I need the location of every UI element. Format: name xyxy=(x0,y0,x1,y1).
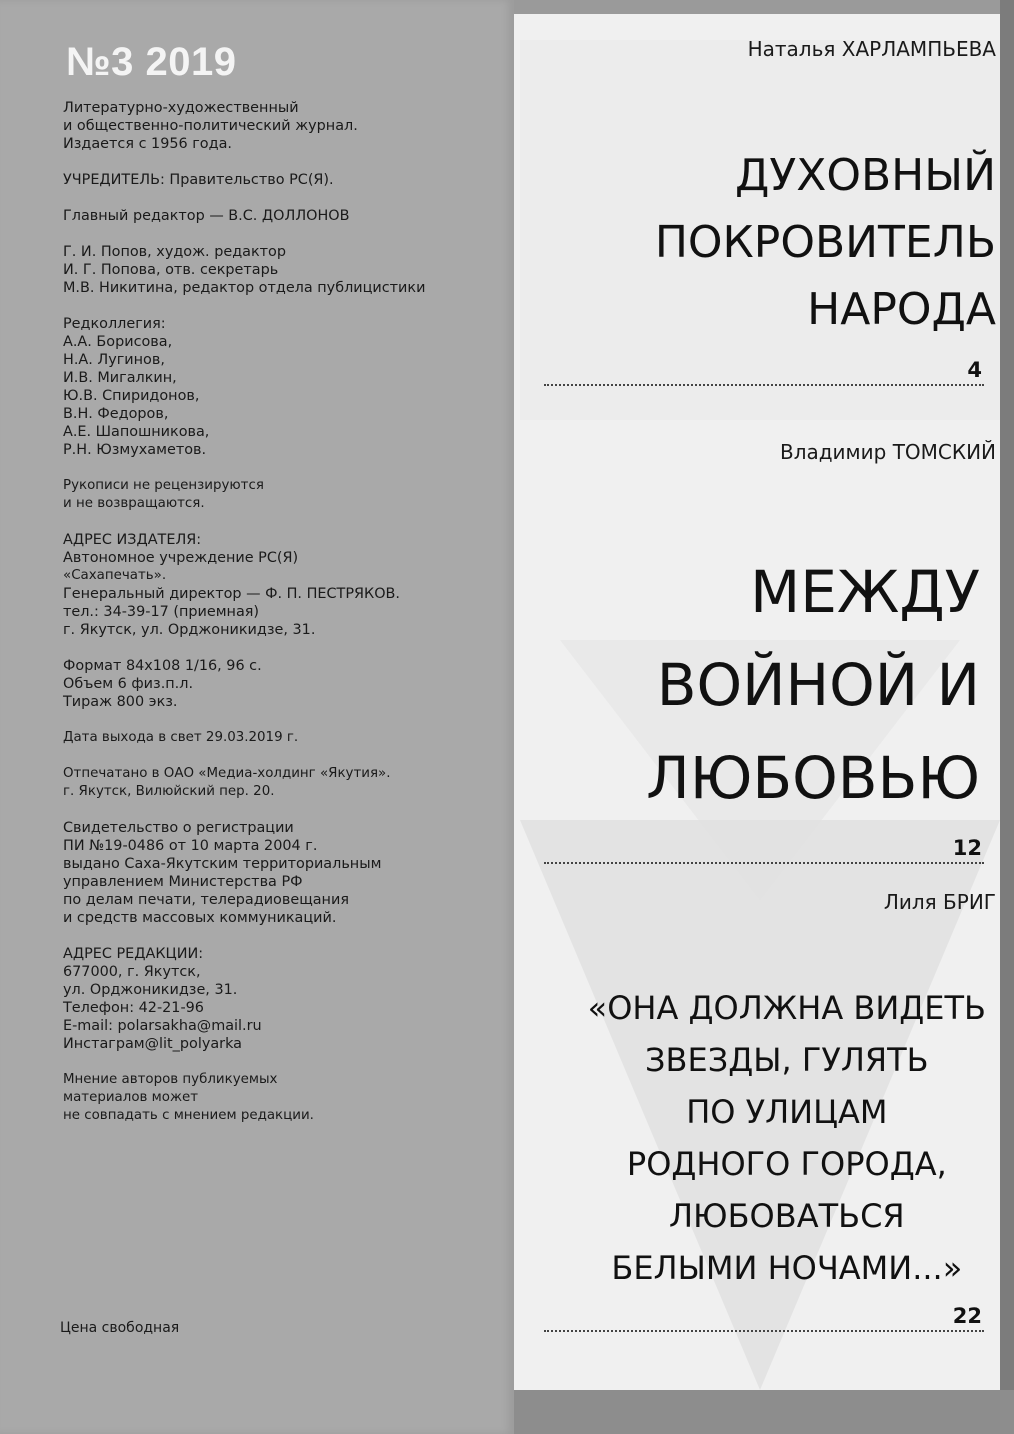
title-line: ЛЮБОВАТЬСЯ xyxy=(668,1197,905,1235)
title-line: МЕЖДУ xyxy=(750,558,980,626)
imprint-line: Тираж 800 экз. xyxy=(63,694,178,710)
printing-house xyxy=(63,765,503,801)
release-date xyxy=(63,729,503,747)
imprint-line: и не возвращаются. xyxy=(63,496,205,511)
toc-page-1: 4 xyxy=(967,358,982,382)
toc-title-2[interactable] xyxy=(646,546,980,825)
imprint-line: Рукописи не рецензируются xyxy=(63,478,264,493)
title-line: «ОНА ДОЛЖНА ВИДЕТЬ xyxy=(587,989,986,1027)
imprint-line: Мнение авторов публикуемых xyxy=(63,1072,278,1087)
imprint-line: Дата выхода в свет 29.03.2019 г. xyxy=(63,730,299,745)
imprint-line: Формат 84х108 1/16, 96 с. xyxy=(63,658,262,674)
editorial-board xyxy=(63,315,503,459)
toc-title-1[interactable] xyxy=(655,142,996,343)
title-line: НАРОДА xyxy=(807,284,996,335)
imprint-line: А.А. Борисова, xyxy=(63,334,173,350)
page-edge-bottom xyxy=(514,1390,1014,1434)
registration-certificate xyxy=(63,819,503,927)
imprint-line: г. Якутск, Вилюйский пер. 20. xyxy=(63,784,275,799)
toc-page-3: 22 xyxy=(952,1304,982,1328)
dotted-leader xyxy=(544,384,984,386)
imprint-line: Отпечатано в ОАО «Медиа-холдинг «Якутия». xyxy=(63,766,391,781)
dotted-leader xyxy=(544,862,984,864)
imprint-line: И.В. Мигалкин, xyxy=(63,370,177,386)
editorial-staff xyxy=(63,243,503,297)
title-line: ДУХОВНЫЙ xyxy=(735,150,996,201)
title-line: ЗВЕЗДЫ, ГУЛЯТЬ xyxy=(645,1041,929,1079)
imprint-line: управлением Министерства РФ xyxy=(63,874,303,890)
imprint-line: Н.А. Лугинов, xyxy=(63,352,165,368)
imprint-line: и общественно-политический журнал. xyxy=(63,118,358,134)
imprint-line: ПИ №19-0486 от 10 марта 2004 г. xyxy=(63,838,318,854)
price-note: Цена свободная xyxy=(60,1320,180,1336)
imprint-line: Ю.В. Спиридонов, xyxy=(63,388,200,404)
imprint-line: УЧРЕДИТЕЛЬ: Правительство РС(Я). xyxy=(63,172,334,188)
manuscripts-note xyxy=(63,477,503,513)
imprint-line: Телефон: 42-21-96 xyxy=(63,1000,204,1016)
imprint-line: Издается с 1956 года. xyxy=(63,136,232,152)
imprint-line: АДРЕС ИЗДАТЕЛЯ: xyxy=(63,532,202,548)
imprint-line: Р.Н. Юзмухаметов. xyxy=(63,442,207,458)
imprint-line: материалов может xyxy=(63,1090,199,1105)
imprint-line: не совпадать с мнением редакции. xyxy=(63,1108,314,1123)
imprint-line: тел.: 34-39-17 (приемная) xyxy=(63,604,260,620)
imprint-line: 677000, г. Якутск, xyxy=(63,964,201,980)
table-of-contents xyxy=(520,0,1000,1390)
journal-description xyxy=(63,99,503,153)
title-line: ЛЮБОВЬЮ xyxy=(646,744,980,812)
imprint-line: Инстаграм@lit_polyarka xyxy=(63,1036,242,1052)
imprint-line: ул. Орджоникидзе, 31. xyxy=(63,982,238,998)
imprint-text xyxy=(63,99,503,1143)
toc-page-2: 12 xyxy=(952,836,982,860)
imprint-line: Редколлегия: xyxy=(63,316,166,332)
editorial-address xyxy=(63,945,503,1053)
imprint-line: В.Н. Федоров, xyxy=(63,406,169,422)
issue-number: №3 2019 xyxy=(66,40,237,84)
imprint-line: Г. И. Попов, худож. редактор xyxy=(63,244,286,260)
toc-author-3: Лиля БРИГ xyxy=(883,890,996,914)
imprint-line: Литературно-художественный xyxy=(63,100,299,116)
imprint-line: И. Г. Попова, отв. секретарь xyxy=(63,262,279,278)
imprint-line: «Сахапечать». xyxy=(63,568,167,583)
imprint-line: выдано Саха-Якутским территориальным xyxy=(63,856,382,872)
imprint-line: Главный редактор — В.С. ДОЛЛОНОВ xyxy=(63,208,350,224)
imprint-line: А.Е. Шапошникова, xyxy=(63,424,210,440)
title-line: ПОКРОВИТЕЛЬ xyxy=(654,217,996,268)
dotted-leader xyxy=(544,1330,984,1332)
imprint-line: г. Якутск, ул. Орджоникидзе, 31. xyxy=(63,622,316,638)
title-line: ВОЙНОЙ И xyxy=(656,651,980,719)
imprint-line: по делам печати, телерадиовещания xyxy=(63,892,349,908)
toc-author-2: Владимир ТОМСКИЙ xyxy=(779,440,996,464)
imprint-line: Свидетельство о регистрации xyxy=(63,820,294,836)
founder xyxy=(63,171,503,189)
imprint-line: Объем 6 физ.п.л. xyxy=(63,676,194,692)
imprint-line: АДРЕС РЕДАКЦИИ: xyxy=(63,946,204,962)
title-line: РОДНОГО ГОРОДА, xyxy=(626,1145,947,1183)
imprint-line: М.В. Никитина, редактор отдела публицистики xyxy=(63,280,426,296)
disclaimer xyxy=(63,1071,503,1125)
toc-title-3[interactable] xyxy=(588,982,986,1294)
imprint-line: и средств массовых коммуникаций. xyxy=(63,910,337,926)
imprint-line: E-mail: polarsakha@mail.ru xyxy=(63,1018,262,1034)
chief-editor xyxy=(63,207,503,225)
print-format xyxy=(63,657,503,711)
title-line: БЕЛЫМИ НОЧАМИ...» xyxy=(611,1249,963,1287)
publisher-address xyxy=(63,531,503,639)
title-line: ПО УЛИЦАМ xyxy=(686,1093,888,1131)
imprint-line: Автономное учреждение РС(Я) xyxy=(63,550,299,566)
toc-author-1: Наталья ХАРЛАМПЬЕВА xyxy=(747,37,996,61)
page-edge-right xyxy=(1000,0,1014,1434)
imprint-line: Генеральный директор — Ф. П. ПЕСТРЯКОВ. xyxy=(63,586,400,602)
